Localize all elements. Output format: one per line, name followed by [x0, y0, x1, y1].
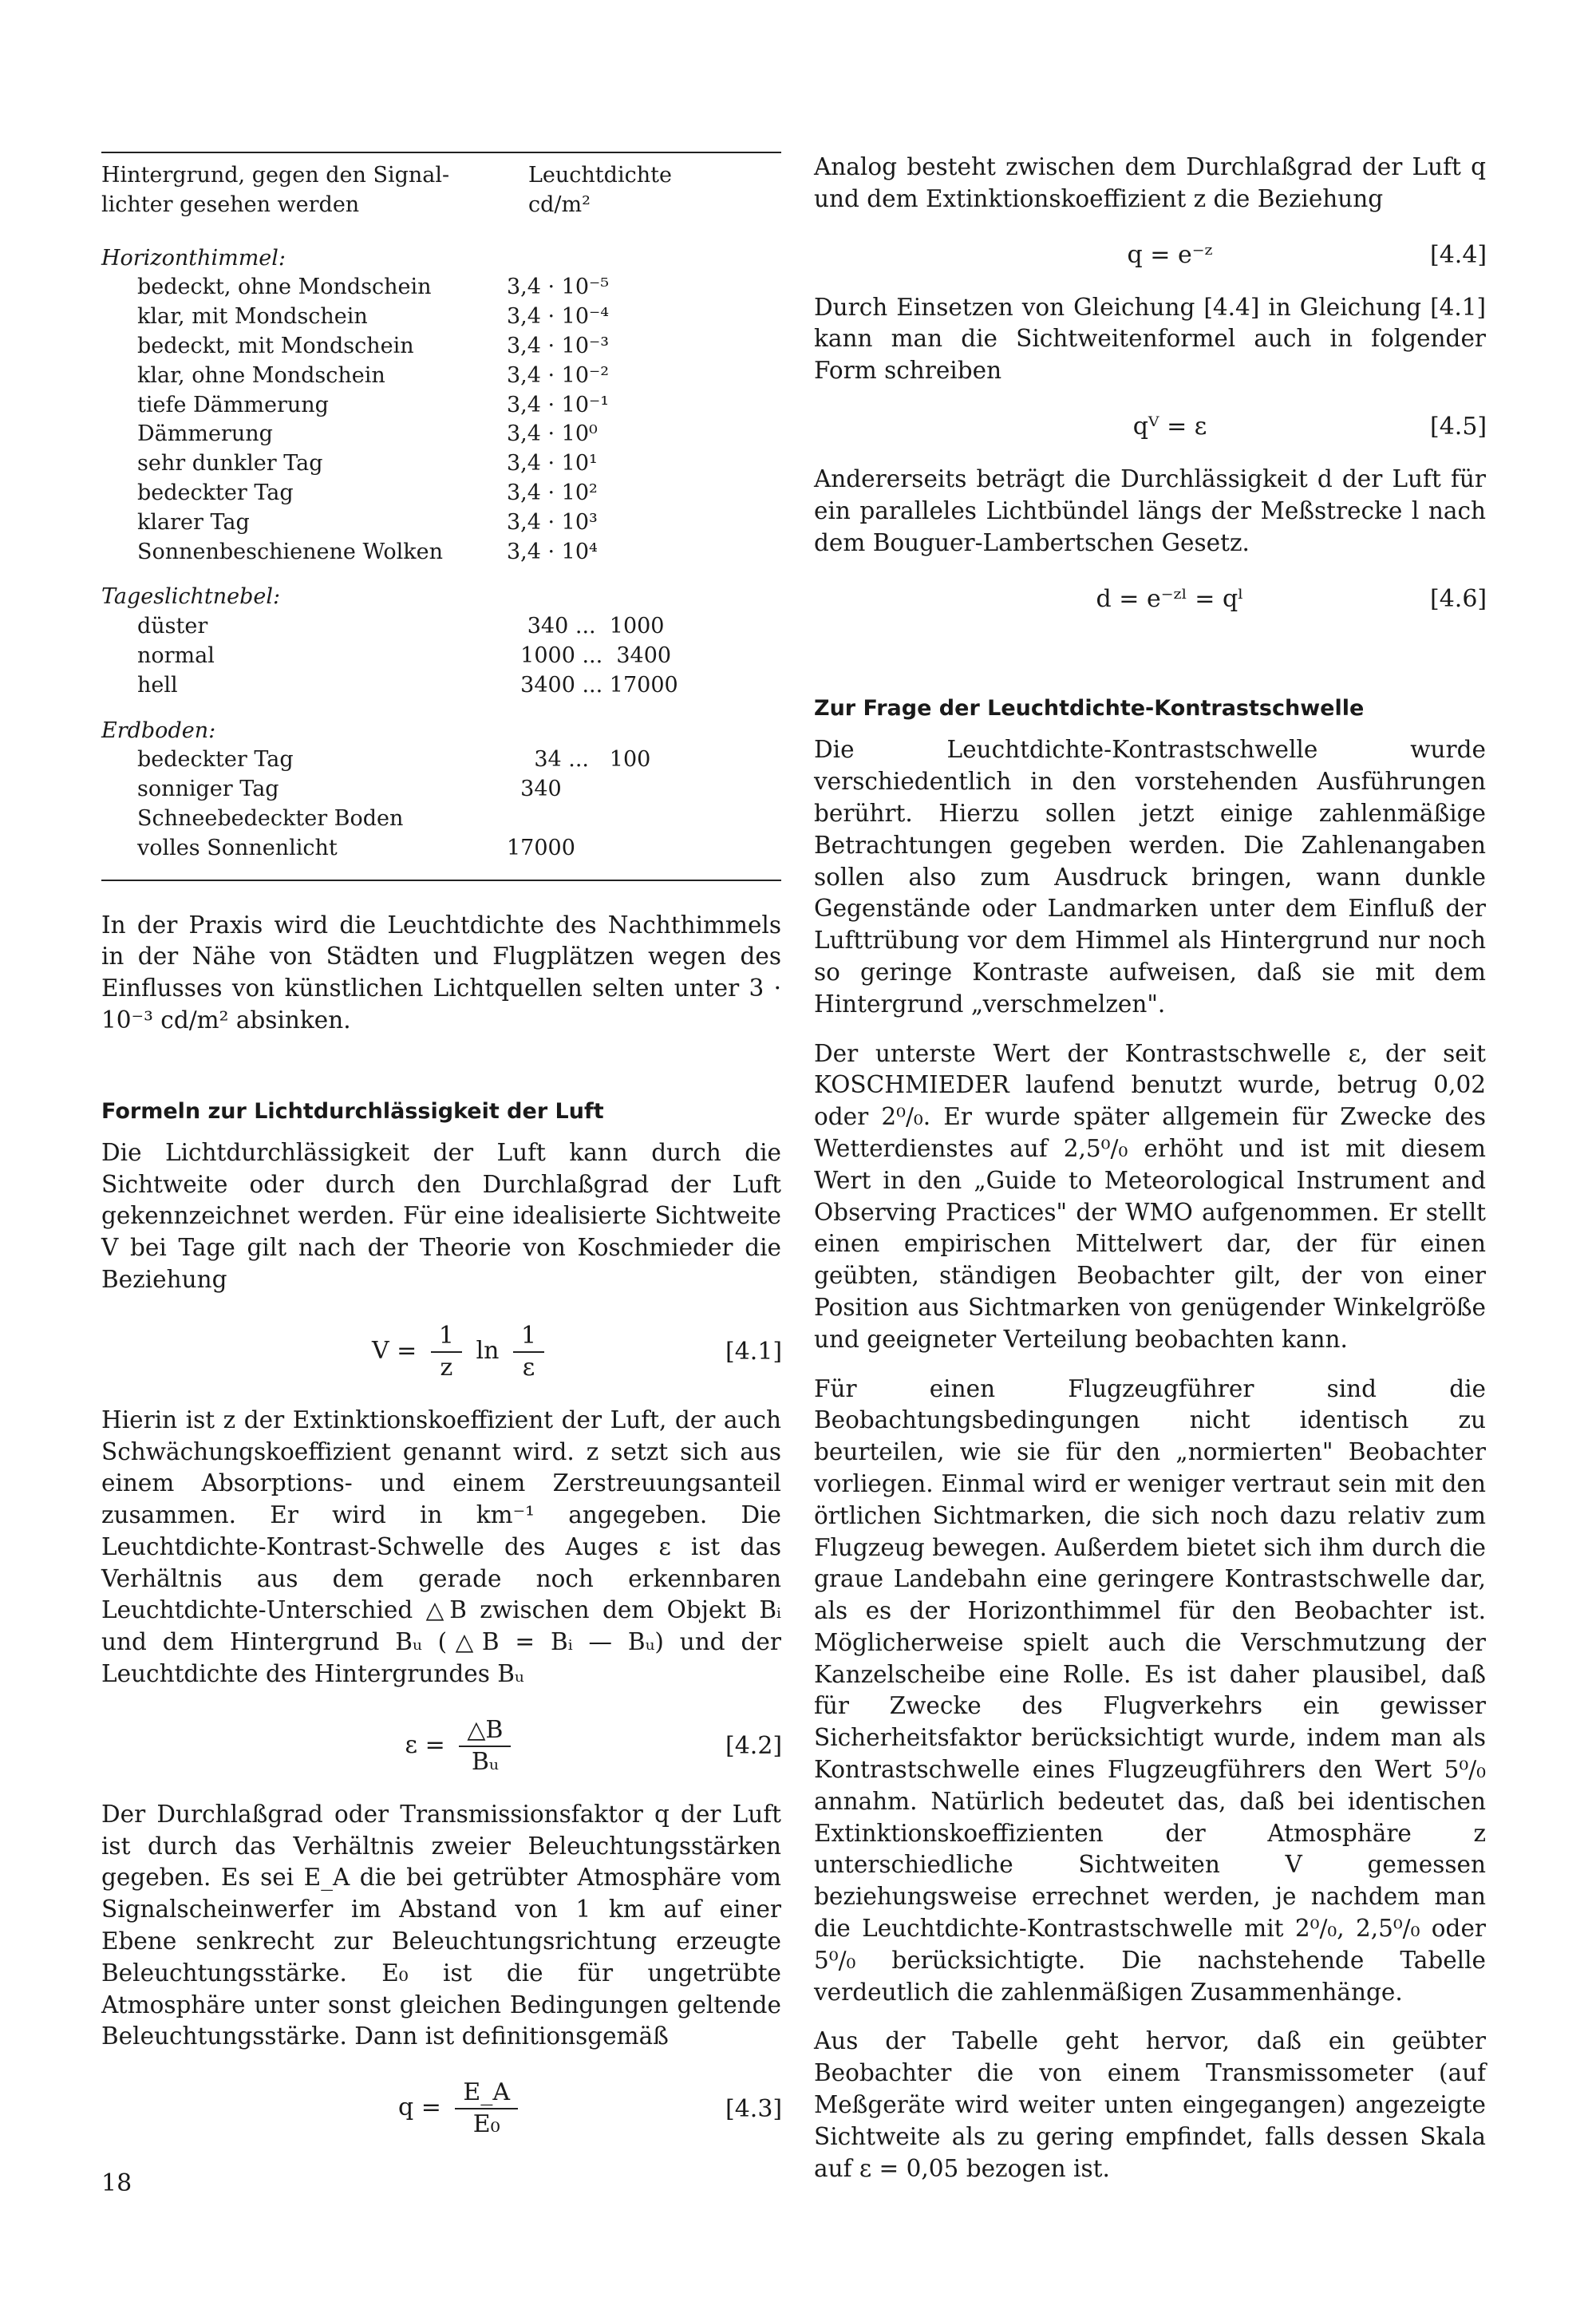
table-cell-label: bedeckt, mit Mondschein	[137, 333, 414, 358]
table-cell-value: 3,4 · 10⁻¹	[507, 392, 610, 417]
table-cell-label: Sonnenbeschienene Wolken	[137, 539, 443, 564]
table-cell-value: 3400 ... 17000	[507, 672, 678, 698]
paragraph-formeln: Die Lichtdurchlässigkeit der Luft kann durch die Sichtweite oder durch den Durchlaßgrad der Luft gekennzeichnet werden. Für eine idealisierte Sichtweite V bei Tage gilt nach der Theorie von Koschmieder die Beziehung	[101, 1138, 781, 1293]
paragraph-hierin: Hierin ist z der Extinktionskoeffizient der Luft, der auch Schwächungskoeffizient genannt wird. z setzt sich aus einem Absorptions- und einem Zerstreuungsanteil zusammen. Er wird in km⁻¹ angegeben. Die Leuchtdichte-Kontrast-Schwelle des Auges ε ist das Verhältnis aus dem gerade noch erkennbaren Leuchtdichte-Unterschied △B zwischen dem Objekt Bᵢ und dem Hintergrund Bᵤ (△B = Bᵢ — Bᵤ) und der Leuchtdichte des Hintergrundes Bᵤ	[101, 1406, 781, 1688]
table-group-gap	[101, 567, 781, 583]
paragraph-andererseits: Andererseits beträgt die Durchlässigkeit d der Luft für ein paralleles Lichtbündel längs der Meßstrecke l nach dem Bouguer-Lambertschen Gesetz.	[814, 465, 1486, 556]
equation-number: [4.5]	[1430, 413, 1487, 441]
formula-4-6: d = e⁻ᶻˡ = qˡ [4.6]	[1096, 584, 1487, 613]
equation-number: [4.6]	[1430, 584, 1487, 613]
equation-number: [4.4]	[1430, 241, 1487, 270]
table-group-title: Tageslichtnebel:	[101, 584, 281, 610]
page-number: 18	[101, 2169, 132, 2197]
table-cell-value: 3,4 · 10⁰	[507, 421, 598, 447]
table-row	[101, 538, 781, 567]
formula-4-5: qⱽ = ε [4.5]	[1132, 413, 1487, 441]
left-column	[101, 152, 781, 2161]
table-row	[101, 671, 781, 701]
table-cell-label: sonniger Tag	[137, 777, 279, 802]
table-row	[101, 642, 781, 671]
equation-number: [4.2]	[725, 1732, 783, 1761]
table-row	[101, 449, 781, 479]
formula-4-1: V = $\frac{1}{z}$ ln $\frac{1}{\varepsilon}$ [4.1]	[371, 1321, 783, 1382]
table-row	[101, 391, 781, 421]
table-cell-label: hell	[137, 672, 178, 698]
table-cell-label: normal	[137, 642, 215, 668]
table-row	[101, 508, 781, 538]
table-cell-value: 340	[507, 777, 562, 802]
paragraph-unterste: Der unterste Wert der Kontrastschwelle ε, der seit KOSCHMIEDER laufend benutzt wurde, betrug 0,02 oder 2⁰/₀. Er wurde später allgemein für Zwecke des Wetterdienstes auf 2,5⁰/₀ erhöht und ist mit diesem Wert in den „Guide to Meteorological Instrument and Observing Practices" der WMO aufgenommen. Er stellt einen empirischen Mittelwert dar, der für einen geübten, ständigen Beobachter gilt, der von einer Position aus Sichtmarken von genügender Winkelgröße und geeigneter Verteilung beobachten kann.	[814, 1039, 1486, 1353]
table-cell-value: 34 ... 100	[507, 747, 651, 773]
table-row	[101, 805, 781, 834]
table-cell-value: 3,4 · 10¹	[507, 451, 598, 476]
table-cell-value: 3,4 · 10⁻⁵	[507, 275, 610, 300]
table-header	[101, 153, 781, 244]
equation-number: [4.3]	[725, 2094, 783, 2123]
table-cell-label: bedeckt, ohne Mondschein	[137, 275, 432, 300]
table-row	[101, 745, 781, 775]
table-group-gap	[101, 701, 781, 717]
formula-4-3: q = $\frac{E\_A}{\text{E₀}}$ [4.3]	[397, 2078, 783, 2139]
table-row	[101, 479, 781, 508]
table-cell-label: volles Sonnenlicht	[137, 835, 338, 860]
table-cell-label: Schneebedeckter Boden	[137, 805, 404, 831]
table-cell-label: bedeckter Tag	[137, 480, 294, 505]
table-bottom-rule	[101, 880, 781, 881]
formula-4-2: ε = $\frac{\triangle B}{\text{Bᵤ}}$ [4.2]	[405, 1715, 783, 1776]
table-cell-value: 3,4 · 10⁻²	[507, 362, 610, 388]
table-cell-label: Dämmerung	[137, 421, 273, 447]
equation-number: [4.1]	[725, 1338, 783, 1366]
table-cell-value: 17000	[507, 835, 575, 860]
table-cell-label: klar, ohne Mondschein	[137, 362, 385, 388]
table-cell-value: 3,4 · 10⁴	[507, 539, 598, 564]
paragraph-praxis: In der Praxis wird die Leuchtdichte des Nachthimmels in der Nähe von Städten und Flugplätzen wegen des Einflusses von künstlichen Lichtquellen selten unter 3 · 10⁻³ cd/m² absinken.	[101, 911, 781, 1034]
table-cell-value: 3,4 · 10²	[507, 480, 598, 505]
right-column	[814, 152, 1486, 2202]
table-row	[101, 302, 781, 332]
heading-kontrastschwelle: Zur Frage der Leuchtdichte-Kontrastschwelle	[814, 696, 1365, 722]
table-cell-value: 3,4 · 10⁻³	[507, 333, 610, 358]
table-cell-value: 1000 ... 3400	[507, 642, 672, 668]
paragraph-tabelle: Aus der Tabelle geht hervor, daß ein geübter Beobachter die von einem Transmissometer (auf Meßgeräte wird weiter unten eingegangen) angezeigte Sichtweite als zu gering empfindet, falls dessen Skala auf ε = 0,05 bezogen ist.	[814, 2027, 1486, 2182]
table-body	[101, 244, 781, 864]
table-row	[101, 612, 781, 642]
table-header-background: Hintergrund, gegen den Signal- lichter gesehen werden	[101, 163, 450, 217]
table-cell-label: sehr dunkler Tag	[137, 451, 323, 476]
table-cell-value	[507, 805, 746, 834]
table-group-title: Erdboden:	[101, 718, 216, 743]
paragraph-flugzeug: Für einen Flugzeugführer sind die Beobachtungsbedingungen nicht identisch zu beurteilen, wie sie für den „normierten" Beobachter vorliegen. Einmal wird er weniger vertraut sein mit den örtlichen Sichtmarken, die sich noch dazu relativ zum Flugzeug bewegen. Außerdem bietet sich ihm durch die graue Landebahn eine geringere Kontrastschwelle dar, als es der Horizonthimmel für den Beobachter ist. Möglicherweise spielt auch die Verschmutzung der Kanzelscheibe eine Rolle. Es ist daher plausibel, daß für Zwecke des Flugverkehrs ein gewisser Sicherheitsfaktor berücksichtigt wurde, indem man als Kontrastschwelle eines Flugzeugführers den Wert 5⁰/₀ annahm. Natürlich bedeutet das, daß bei identischen Extinktionskoeffizienten der Atmosphäre z unterschiedliche Sichtweiten V gemessen beziehungsweise errechnet werden, je nachdem man die Leuchtdichte-Kontrastschwelle mit 2⁰/₀, 2,5⁰/₀ oder 5⁰/₀ berücksichtigte. Die nachstehende Tabelle verdeutlich die zahlenmäßigen Zusammenhänge.	[814, 1374, 1486, 2006]
table-row	[101, 362, 781, 391]
table-cell-label: düster	[137, 614, 208, 639]
table-cell-value: 3,4 · 10⁻⁴	[507, 304, 610, 330]
paragraph-durchlass: Der Durchlaßgrad oder Transmissionsfaktor q der Luft ist durch das Verhältnis zweier Beleuchtungsstärken gegeben. Es sei E_A die bei getrübter Atmosphäre vom Signalscheinwerfer im Abstand von 1 km auf einer Ebene senkrecht zur Beleuchtungsrichtung erzeugte Beleuchtungsstärke. E₀ ist die für ungetrübte Atmosphäre unter sonst gleichen Bedingungen geltende Beleuchtungsstärke. Dann ist definitionsgemäß	[101, 1800, 781, 2050]
table-row	[101, 775, 781, 805]
table-cell-value: 3,4 · 10³	[507, 509, 598, 535]
table-group-title: Horizonthimmel:	[101, 245, 286, 271]
table-cell-label: klar, mit Mondschein	[137, 304, 368, 330]
paragraph-einsetzen: Durch Einsetzen von Gleichung [4.4] in Gleichung [4.1] kann man die Sichtweitenformel auch in folgender Form schreiben	[814, 293, 1486, 385]
luminance-table	[101, 152, 781, 881]
paragraph-frage: Die Leuchtdichte-Kontrastschwelle wurde verschiedentlich in den vorstehenden Ausführungen berührt. Hierzu sollen jetzt einige zahlenmäßige Betrachtungen gegeben werden. Die Zahlenangaben sollen also zum Ausdruck bringen, wann dunkle Gegenstände oder Landmarken unter dem Einfluß der Lufttrübung vor dem Himmel als Hintergrund nur noch so geringe Kontraste aufweisen, daß sie mit dem Hintergrund „verschmelzen".	[814, 736, 1486, 1018]
table-cell-label: klarer Tag	[137, 509, 250, 535]
table-row	[101, 834, 781, 864]
heading-formeln: Formeln zur Lichtdurchlässigkeit der Luft	[101, 1098, 604, 1124]
table-cell-label: tiefe Dämmerung	[137, 392, 329, 417]
table-row	[101, 332, 781, 362]
table-row	[101, 273, 781, 302]
table-row	[101, 420, 781, 449]
formula-4-4: q = e⁻ᶻ [4.4]	[1127, 241, 1487, 270]
paragraph-analog: Analog besteht zwischen dem Durchlaßgrad der Luft q und dem Extinktionskoeffizient z die Beziehung	[814, 153, 1486, 212]
table-cell-label: bedeckter Tag	[137, 747, 294, 773]
table-cell-value: 340 ... 1000	[507, 614, 665, 639]
table-header-luminance: Leuchtdichte cd/m²	[528, 163, 672, 217]
